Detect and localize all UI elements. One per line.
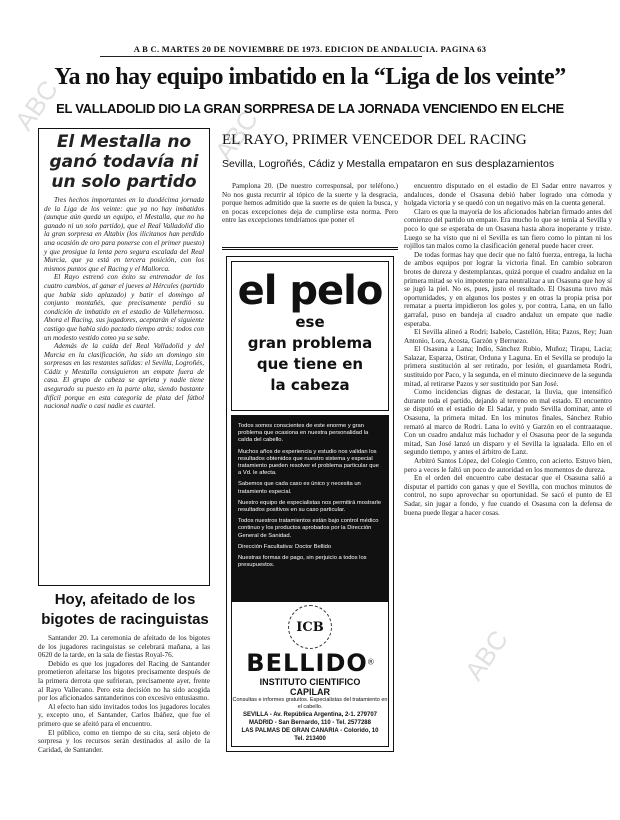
article-paragraph: El Sevilla alineó a Rodri; Isabelo, Castellón, Hita; Pazos, Rey; Juan Antonio, Lora, Acosta, Garzón y Berruezo. bbox=[404, 328, 612, 345]
hoy-article bbox=[38, 634, 210, 754]
icb-seal-icon: ICB bbox=[288, 605, 332, 649]
ad-address: MADRID - San Bernardo, 110 - Tel. 2577288 bbox=[249, 720, 371, 726]
ad-address: Tel. 213400 bbox=[294, 736, 326, 742]
ad-paragraph: Nuestro equipo de especialistas nos permitirá mostrarle resultados positivos en su caso particular. bbox=[238, 499, 382, 514]
article-paragraph: De todas formas hay que decir que no faltó fuerza, entrega, la lucha de ambos equipos por lograr la victoria final. En cambio sobraron brotes de dureza y destemplanzas, quizá porque el cuadro andaluz en la primera mitad se vio impotente para neutralizar a un Osasuna que hoy sí se jugó la piel. No es, pues, justo el resultado. El Osasuna tuvo más oportunidades, y en algunos los postes y en otras la propia prisa por rematar a puerta impidieron los goles y, por contra, Lana, en un fallo garrafal, puso en bandeja al cuadro andaluz un empate que nadie esperaba. bbox=[404, 250, 612, 328]
article-paragraph: En el orden del encuentro cabe destacar que el Osasuna salió a disputar el partido con ganas y que el Sevilla, con muchos minutos de control, no supo aprovechar su oportunidad. Se sacó el punto de El Sadar, sin jugar a fondo, y fue cuando el Osasuna con la defensa de buena puede llegar a hacer cosas. bbox=[404, 474, 612, 517]
hoy-title: Hoy, afeitado de los bigotes de racinguistas bbox=[41, 591, 209, 628]
institute-capilar: CAPILAR bbox=[290, 687, 330, 697]
watermark: ABC bbox=[8, 74, 64, 136]
article-paragraph: Claro es que la mayoría de los aficionados habrían firmado antes del comienzo del partido un empate. Era mucho lo que se temía al Sevilla y poco lo que se esperaba de un Osasuna hasta ahora inoperante y triste. Luego se ha visto que ni el Sevilla es tan fiero como lo pintan ni los rojillos tan malos como la clasificación general puede hacer creer. bbox=[404, 207, 612, 251]
page-folio: A B C. MARTES 20 DE NOVIEMBRE DE 1973. EDICION DE ANDALUCIA. PAGINA 63 bbox=[133, 44, 487, 54]
article-paragraph: Además de la caída del Real Valladolid y del Murcia en la clasificación, ha sido un domingo sin sorpresas en las restantes salidas: el Sevilla, Logroñés, Cádiz y Mestalla consiguieron un empate fuera de casa. El grupo de cabeza se aprieta y nadie tiene asegurado su puesto en la parte alta, siendo bastante difícil porque en esta categoría de plata del fútbol nacional nadie o casi nadie es cuartel. bbox=[44, 342, 204, 411]
ad-paragraph: Todos nuestros tratamientos están bajo control médico continuo y los productos aprobados por la Dirección General de Sanidad. bbox=[238, 518, 379, 539]
rayo-column-right bbox=[404, 182, 612, 517]
ad-separator bbox=[222, 247, 398, 250]
article-paragraph: Pamplona 20. (De nuestro corresponsal, por teléfono.) No nos gusta recurrir al tópico de la suerte y la desgracia, porque hemos admitido que la suerte es de quien la busca, y en pocas excepciones deja de cumplirse esta norma. Pero entre las excepciones tendríamos que poner el bbox=[222, 182, 398, 225]
ad-big-text: el pelo bbox=[237, 268, 383, 314]
article-paragraph: El Rayo estrenó con éxito su entrenador de los cuatro cambios, al ganar el jueves al Hércules (partido que había sido aplazado) y batir el domingo al conjunto montañés, que precisamente perdió su condición de imbatido en el estadio de Vallehermoso. Ahora el Racing, sus jugadores, aceptarán el siguiente castigo que había sido pactado tiempo atrás: todos con un modesto vestido como ya se sabe. bbox=[44, 273, 204, 342]
main-headline: Ya no hay equipo imbatido en la “Liga de los veinte” bbox=[54, 64, 566, 90]
ad-line: gran problema bbox=[247, 334, 373, 352]
watermark: ABC bbox=[458, 624, 514, 686]
mestalla-article bbox=[38, 128, 210, 586]
article-paragraph: El público, como en tiempo de su cita, será objeto de sorpresa y los recursos serán destinados al asilo de la Caridad, de Santander. bbox=[38, 728, 210, 754]
ad-line: ese bbox=[295, 313, 325, 331]
article-paragraph: Arbitró Santos López, del Colegio Centro, con acierto. Estuvo bien, pero a veces le faltó un poco de autoridad en los momentos de dureza. bbox=[404, 457, 612, 474]
ad-copy-box bbox=[231, 415, 389, 601]
folio-rule bbox=[100, 56, 422, 57]
article-paragraph: El Osasuna a Lana; Indio, Sánchez Rubio, Muñoz; Tirapu, Lacia; Salazar, Esparza, Ostirar, Orduna y Laguna. En el Sevilla se produjo la primera sustitución al ser retirado, por lesión, el guardameta Rodri, sustituido por Paco, y la segunda, en el minuto diecinueve de la segunda mitad, al retirarse Pazos y ser sustituido por San José. bbox=[404, 345, 612, 388]
article-paragraph: Tres hechos importantes en la duodécima jornada de la Liga de los veinte: que ya no hay imbatidos (aunque aún queda un equipo, el Mestalla, que no ha ganado ni un solo partido), que el Real Valladolid dio la gran sorpresa en Altabix (los ilicitanos han perdido una ocasión de oro para ponerse con el primer puesto) y que prosigue la lenta pero segura escalada del Real Murcia, que ya está en tercera posición, con los mismos puntos que el Racing y el Mallorca. bbox=[44, 196, 204, 273]
article-paragraph: Santander 20. La ceremonia de afeitado de los bigotes de los jugadores racinguistas se celebrará mañana, a las 0620 de la tarde, en la sala de fiestas Royal-76. bbox=[38, 634, 210, 660]
rayo-title: EL RAYO, PRIMER VENCEDOR DEL RACING bbox=[222, 132, 527, 148]
article-paragraph: Al efecto han sido invitados todos los jugadores locales y, excepto uno, el Santander, Carlos Ibáñez, que fue el primero que se afeitó para el encuentro. bbox=[38, 702, 210, 728]
article-paragraph: Como incidencias dignas de destacar, la lluvia, que intensificó durante toda el partido, dejando al terreno en mal estado. El encuentro se disputó en el estadio de El Sadar, y pudo Sevilla dominar, ante el Osasuna, la primera mitad. En los minutos finales, Sánchez Rubio remató al marco de Rodri. Lana lo evitó y Garzón en el contraataque. Con un cuadro andaluz más luchador y el Osasuna peor de la segunda mitad, San José lanzó un disparo y el Sevilla la igualada. Ello en el segundo tiempo, y antes el árbitro de Lanz. bbox=[404, 388, 612, 457]
ad-note: Consultas e informes gratuitos. Especialistas del tratamiento en el cabello. bbox=[232, 697, 388, 710]
brand-name: BELLIDO bbox=[246, 649, 368, 677]
bellido-advertisement bbox=[226, 256, 394, 752]
ad-paragraph: Dirección Facultativa: Doctor Bellido bbox=[238, 543, 332, 550]
ad-paragraph: Nuestras formas de pago, sin perjuicio a todos los presupuestos. bbox=[238, 555, 367, 569]
watermark: ABC bbox=[208, 104, 264, 166]
registered-mark: ® bbox=[367, 657, 374, 667]
article-paragraph: encuentro disputado en el estadio de El Sadar entre navarros y andaluces, donde el Osasuna debió haber logrado una cómoda y holgada victoria y se quedó con un negativo más en la cuenta general. bbox=[404, 182, 612, 208]
ad-paragraph: Muchos años de experiencia y estudio nos validan los resultados obtenidos que nuestro sistema y especial tratamiento pueden resolver el problema particular que a Vd. le afecta. bbox=[238, 448, 379, 477]
ad-line: que tiene en bbox=[256, 355, 364, 373]
main-subheadline: EL VALLADOLID DIO LA GRAN SORPRESA DE LA JORNADA VENCIENDO EN ELCHE bbox=[56, 101, 564, 116]
rayo-subtitle: Sevilla, Logroñés, Cádiz y Mestalla empataron en sus desplazamientos bbox=[222, 158, 555, 170]
institute-name: INSTITUTO CIENTIFICO bbox=[259, 677, 361, 687]
article-paragraph: Debido es que los jugadores del Racing de Santander prometieron afeitarse los bigotes precisamente después de la primera derrota que sufrieran, precisamente ayer, frente al Rayo Vallecano. Pero esta decisión no ha sido acogida por los aficionados santanderinos con excesivo entusiasmo. bbox=[38, 659, 210, 703]
ad-brand-box bbox=[231, 601, 389, 747]
rayo-column-middle bbox=[222, 182, 398, 225]
mestalla-title: El Mestalla no ganó todavía ni un solo partido bbox=[49, 132, 199, 192]
ad-address: SEVILLA - Av. República Argentina, 2-1. 279707 bbox=[242, 712, 378, 718]
ad-headline-box bbox=[231, 261, 389, 411]
ad-paragraph: Todos somos conscientes de este enorme y gran problema que ocasiona en nuestra personalidad la caída del cabello. bbox=[238, 423, 369, 444]
ad-line: la cabeza bbox=[270, 376, 350, 394]
ad-address: LAS PALMAS DE GRAN CANARIA - Colorido, 10 bbox=[241, 728, 379, 734]
ad-paragraph: Sabemos que cada caso es único y necesita un tratamiento especial. bbox=[238, 481, 361, 495]
